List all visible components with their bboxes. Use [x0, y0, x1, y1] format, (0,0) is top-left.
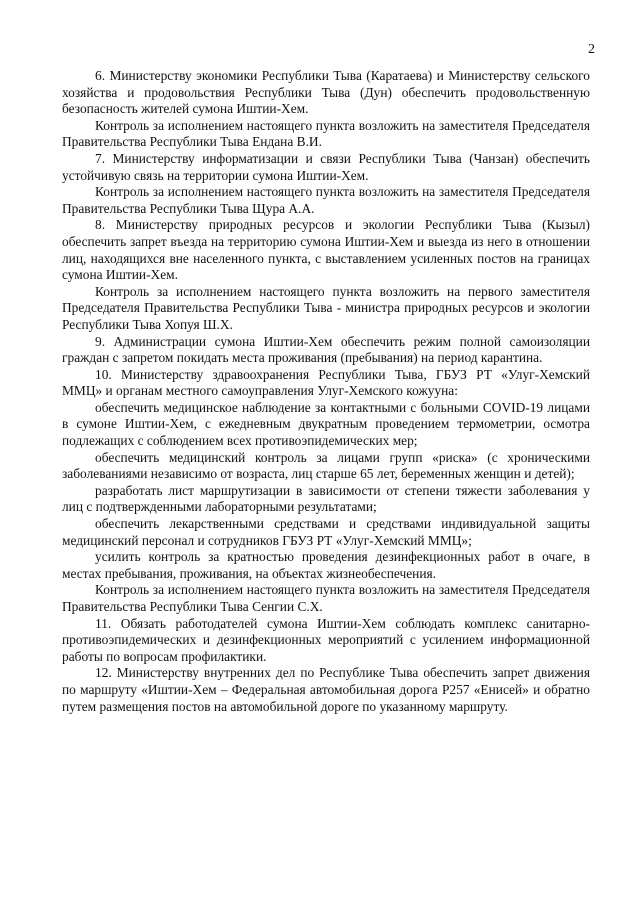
- paragraph-10-item-2: обеспечить медицинский контроль за лицами групп «риска» (с хроническими заболеваниями независимо от возраста, лиц старше 65 лет, беременных женщин и детей);: [62, 449, 590, 482]
- paragraph-10-item-3: разработать лист маршрутизации в зависимости от степени тяжести заболевания у лиц с подтвержденными лабораторными результатами;: [62, 482, 590, 515]
- page-number: 2: [588, 42, 595, 57]
- paragraph-10-item-5: усилить контроль за кратностью проведения дезинфекционных работ в очаге, в местах пребывания, проживания, на объектах жизнеобеспечения.: [62, 549, 590, 581]
- paragraph-10-control: Контроль за исполнением настоящего пункта возложить на заместителя Председателя Правительства Республики Тыва Сенгии С.Х.: [62, 582, 590, 614]
- paragraph-6-control: Контроль за исполнением настоящего пункта возложить на заместителя Председателя Правительства Республики Тыва Ендана В.И.: [62, 117, 590, 150]
- paragraph-11: 11. Обязать работодателей сумона Иштии-Хем соблюдать комплекс санитарно-противоэпидемических и дезинфекционных мероприятий с усилением информационной работы по вопросам профилактики.: [62, 615, 590, 664]
- paragraph-8: 8. Министерству природных ресурсов и экологии Республики Тыва (Кызыл) обеспечить запрет въезда на территорию сумона Иштии-Хем и выезда из него в отношении лиц, находящихся вне населенного пункта, с выставлением усиленных постов на границах сумона Иштии-Хем.: [62, 217, 590, 283]
- paragraph-12: 12. Министерству внутренних дел по Республике Тыва обеспечить запрет движения по маршруту «Иштии-Хем – Федеральная автомобильная дорога Р257 «Енисей» и обратно путем размещения постов на автомобильной дороге по указанному маршруту.: [62, 665, 590, 714]
- paragraph-8-control: Контроль за исполнением настоящего пункта возложить на первого заместителя Председателя Правительства Республики Тыва - министра природных ресурсов и экологии Республики Тыва Хопуя Ш.Х.: [62, 283, 590, 332]
- paragraph-7-control: Контроль за исполнением настоящего пункта возложить на заместителя Председателя Правительства Республики Тыва Щура А.А.: [62, 184, 590, 216]
- paragraph-9: 9. Администрации сумона Иштии-Хем обеспечить режим полной самоизоляции граждан с запретом покидать места проживания (пребывания) на период карантина.: [62, 333, 590, 366]
- document-body: [62, 68, 590, 715]
- paragraph-10: 10. Министерству здравоохранения Республики Тыва, ГБУЗ РТ «Улуг-Хемский ММЦ» и органам местного самоуправления Улуг-Хемского кожууна:: [62, 366, 590, 399]
- paragraph-7: 7. Министерству информатизации и связи Республики Тыва (Чанзан) обеспечить устойчивую связь на территории сумона Иштии-Хем.: [62, 150, 590, 183]
- paragraph-6: 6. Министерству экономики Республики Тыва (Каратаева) и Министерству сельского хозяйства и продовольствия Республики Тыва (Дун) обеспечить продовольственную безопасность жителей сумона Иштии-Хем.: [62, 68, 590, 117]
- paragraph-10-item-1: обеспечить медицинское наблюдение за контактными с больными COVID-19 лицами в сумоне Иштии-Хем, с ежедневным двукратным проведением термометрии, осмотра подлежащих с соблюдением всех противоэпидемических мер;: [62, 399, 590, 449]
- paragraph-10-item-4: обеспечить лекарственными средствами и средствами индивидуальной защиты медицинский персонал и сотрудников ГБУЗ РТ «Улуг-Хемский ММЦ»;: [62, 516, 590, 548]
